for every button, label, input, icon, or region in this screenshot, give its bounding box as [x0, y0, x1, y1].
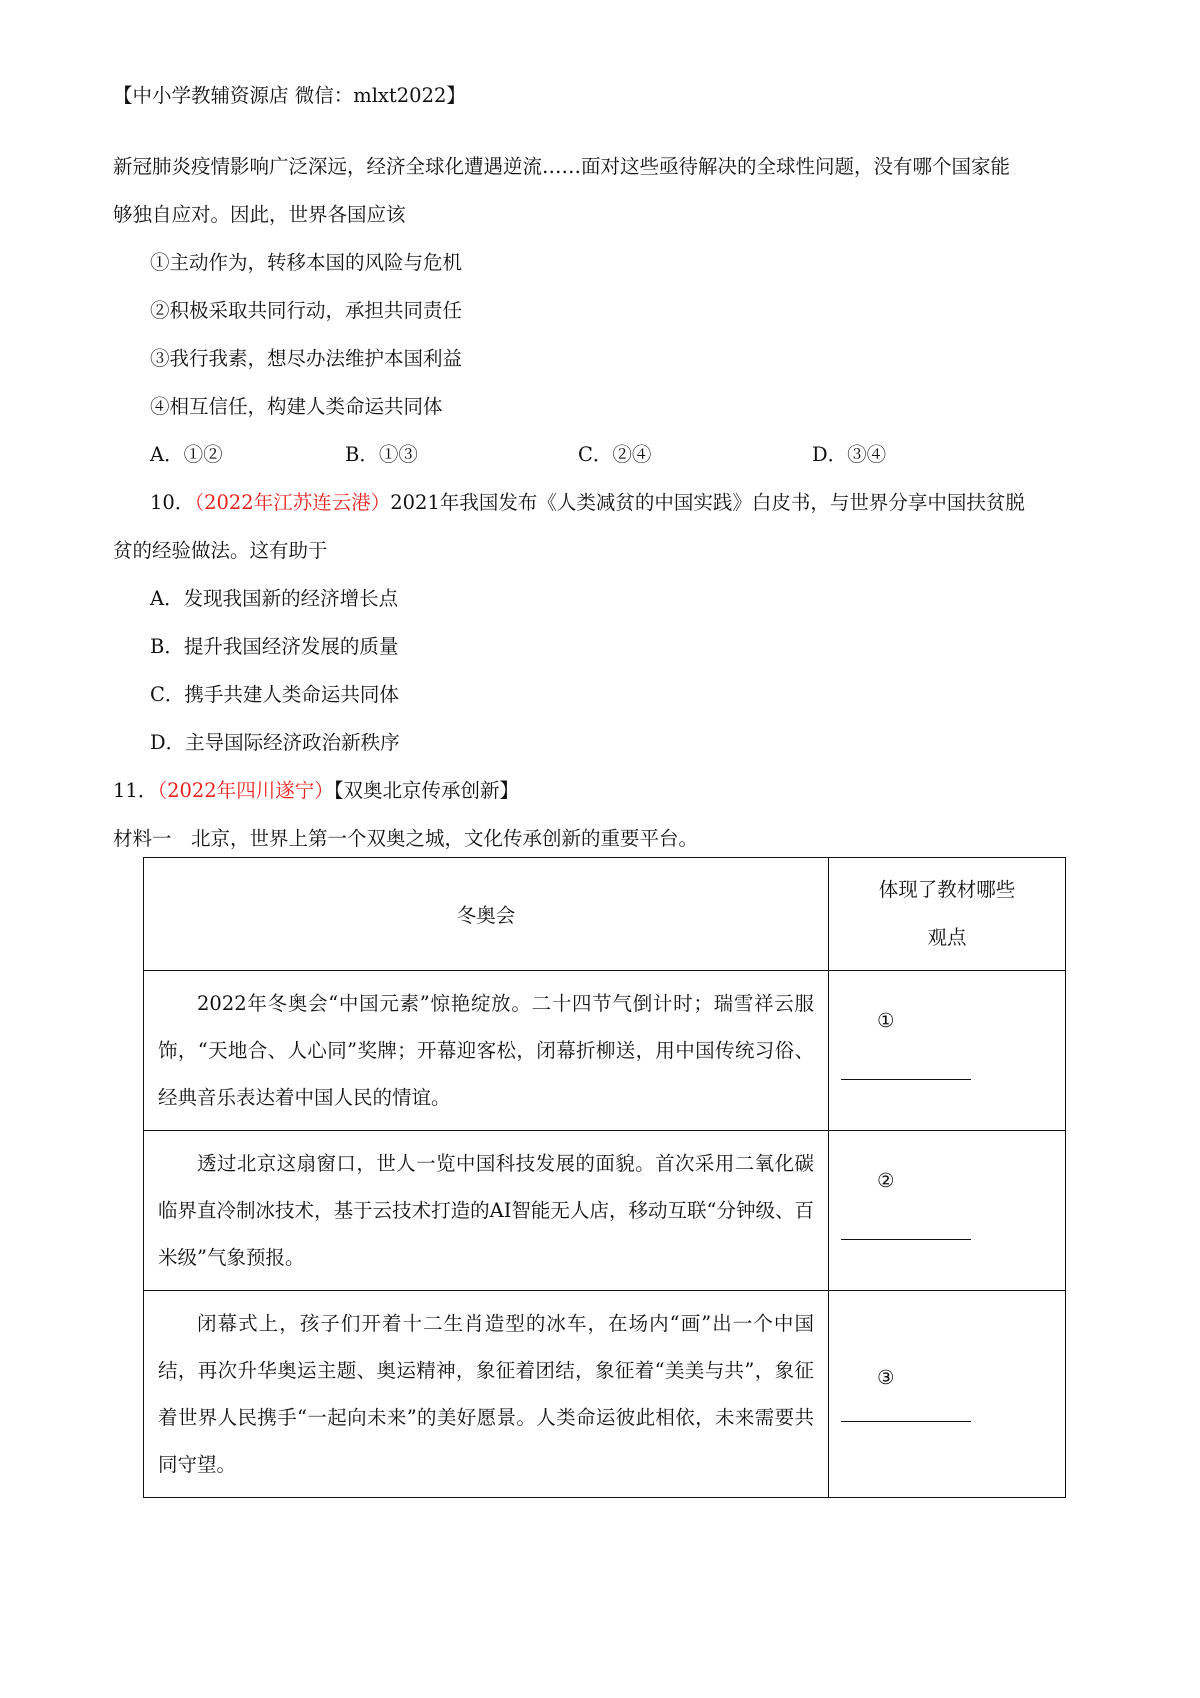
table-row — [144, 1131, 1066, 1291]
q9-item-1: ①主动作为，转移本国的风险与危机 — [150, 251, 463, 274]
q9-option-b: B．①③ — [345, 443, 418, 466]
row-2-content — [144, 1131, 829, 1291]
q9-stem-line-2: 够独自应对。因此，世界各国应该 — [113, 203, 406, 226]
q11-number: 11． — [113, 779, 158, 802]
row-1-answer-blank[interactable] — [841, 1079, 971, 1080]
row-3-content — [144, 1291, 829, 1498]
q11-title: 【双奥北京传承创新】 — [333, 779, 519, 802]
table-header-row — [144, 858, 1066, 971]
row-3-answer — [829, 1291, 1066, 1498]
q9-item-4: ④相互信任，构建人类命运共同体 — [150, 395, 443, 418]
q10-option-d: D．主导国际经济政治新秩序 — [150, 731, 400, 754]
q9-option-c: C．②④ — [578, 443, 652, 466]
q9-stem-line-1: 新冠肺炎疫情影响广泛深远，经济全球化遭遇逆流……面对这些亟待解决的全球性问题，没有哪个国家能 — [113, 155, 1011, 178]
q10-number: 10． — [150, 491, 195, 514]
row-1-marker: ① — [877, 1009, 895, 1032]
q10-stem-line-2: 贫的经验做法。这有助于 — [113, 539, 328, 562]
q10-option-c: C．携手共建人类命运共同体 — [150, 683, 399, 706]
row-3-marker: ③ — [877, 1366, 895, 1389]
header-left-text: 冬奥会 — [456, 904, 516, 927]
q11-heading — [113, 779, 519, 803]
row-2-answer-blank[interactable] — [841, 1239, 971, 1240]
q9-item-3: ③我行我素，想尽办法维护本国利益 — [150, 347, 463, 370]
q11-source: （2022年四川遂宁） — [157, 779, 334, 802]
q9-option-d: D．③④ — [812, 443, 887, 466]
q10-stem-text: 2021年我国发布《人类减贫的中国实践》白皮书，与世界分享中国扶贫脱 — [390, 491, 1025, 514]
table-header-left — [144, 858, 829, 971]
row-2-text: 透过北京这扇窗口，世人一览中国科技发展的面貌。首次采用二氧化碳临界直冷制冰技术，基于云技术打造的AI智能无人店，移动互联“分钟级、百米级”气象预报。 — [158, 1152, 814, 1269]
row-3-answer-blank[interactable] — [841, 1421, 971, 1422]
q9-item-2: ②积极采取共同行动，承担共同责任 — [150, 299, 463, 322]
header-right-line-2: 观点 — [927, 926, 967, 949]
q11-material-1: 材料一 北京，世界上第一个双奥之城，文化传承创新的重要平台。 — [113, 827, 699, 850]
q10-option-a: A．发现我国新的经济增长点 — [150, 587, 399, 610]
q10-option-b: B．提升我国经济发展的质量 — [150, 635, 399, 658]
row-2-answer — [829, 1131, 1066, 1291]
q9-option-a: A．①② — [150, 443, 223, 466]
q10-stem-line-1 — [150, 491, 1025, 515]
header-right-line-1: 体现了教材哪些 — [878, 878, 1016, 901]
row-1-answer — [829, 971, 1066, 1131]
table-row — [144, 1291, 1066, 1498]
row-2-marker: ② — [877, 1169, 895, 1192]
row-1-content — [144, 971, 829, 1131]
row-3-text: 闭幕式上，孩子们开着十二生肖造型的冰车，在场内“画”出一个中国结，再次升华奥运主题、奥运精神，象征着团结，象征着“美美与共”，象征着世界人民携手“一起向未来”的美好愿景。人类命运彼此相依，未来需要共同守望。 — [158, 1312, 814, 1476]
table-header-right — [829, 858, 1066, 971]
table-row — [144, 971, 1066, 1131]
header-note: 【中小学教辅资源店 微信：mlxt2022】 — [113, 84, 466, 107]
row-1-text: 2022年冬奥会“中国元素”惊艳绽放。二十四节气倒计时；瑞雪祥云服饰，“天地合、人心同”奖牌；开幕迎客松，闭幕折柳送，用中国传统习俗、经典音乐表达着中国人民的情谊。 — [158, 992, 814, 1109]
q11-table — [143, 857, 1066, 1498]
q10-source: （2022年江苏连云港） — [194, 491, 391, 514]
